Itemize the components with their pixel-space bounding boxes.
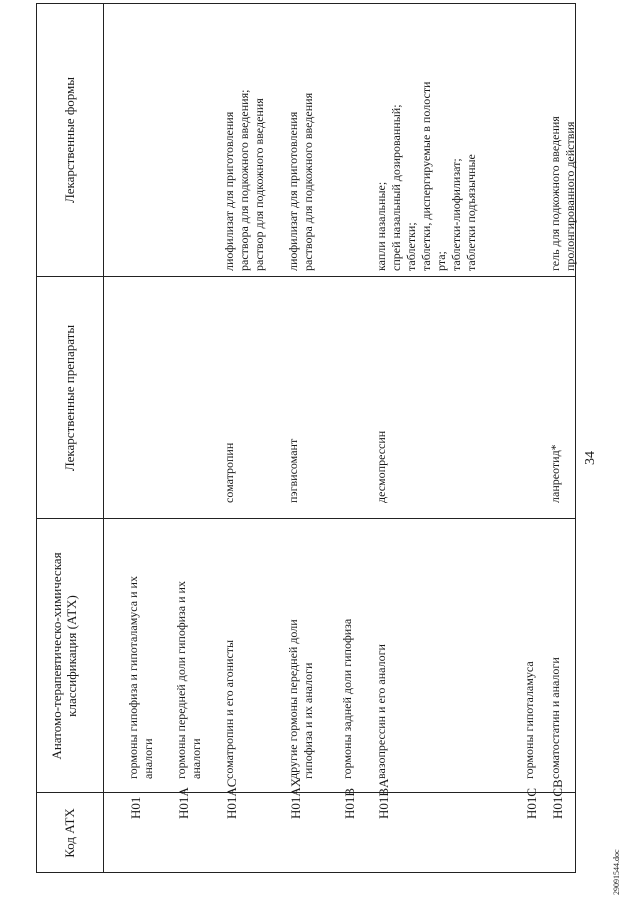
dosage-forms: лиофилизат для приготовления раствора для подкожного введения	[286, 92, 315, 271]
atc-classification: гормоны гипоталамуса	[522, 661, 536, 779]
atc-classification: гормоны задней доли гипофиза	[340, 618, 354, 779]
atc-code: H01A	[176, 787, 191, 819]
atc-classification: соматостатин и аналоги	[548, 657, 562, 779]
drug-name: пэгвисомант	[286, 438, 300, 503]
header-drugs: Лекарственные препараты	[62, 324, 77, 472]
table-left-border	[36, 872, 576, 873]
dosage-forms: лиофилизат для приготовления раствора для подкожного введения; раствор для подкожного введения	[222, 89, 266, 271]
atc-code: H01	[128, 796, 143, 819]
header-separator	[103, 3, 104, 873]
dosage-forms: гель для подкожного введения пролонгированного действия	[548, 116, 577, 271]
dosage-forms: капли назальные; спрей назальный дозированный; таблетки; таблетки, диспергируемые в полости рта; таблетки-лиофилизат; таблетки подъязычные	[374, 81, 478, 271]
atc-classification: другие гормоны передней доли гипофиза и их аналоги	[286, 619, 315, 779]
atc-classification: соматропин и его агонисты	[222, 639, 236, 779]
drug-name: ланреотид*	[548, 444, 562, 503]
atc-code: H01C	[524, 787, 539, 819]
atc-table	[36, 3, 576, 873]
atc-classification: вазопрессин и его аналоги	[374, 644, 388, 779]
atc-code: H01AX	[288, 777, 303, 819]
page-number: 34	[583, 451, 598, 465]
atc-classification: гормоны гипофиза и гипоталамуса и их аналоги	[126, 576, 155, 779]
header-atc: Анатомо-терапевтическо-химическая классификация (АТХ)	[49, 552, 79, 760]
header-forms: Лекарственные формы	[62, 76, 77, 204]
atc-code: H01AC	[224, 778, 239, 819]
atc-code: H01B	[342, 787, 357, 819]
column-divider	[36, 518, 576, 519]
column-divider	[36, 792, 576, 793]
footer-file-code: 29091544.doc	[612, 849, 621, 895]
table-right-border	[36, 3, 576, 4]
table-top-border	[36, 3, 37, 873]
atc-code: H01CB	[550, 779, 565, 819]
atc-code: H01BA	[376, 778, 391, 819]
drug-name: соматропин	[222, 442, 236, 503]
column-divider	[36, 276, 576, 277]
drug-name: десмопрессин	[374, 430, 388, 503]
header-code: Код АТХ	[62, 808, 77, 858]
atc-classification: гормоны передней доли гипофиза и их аналоги	[174, 581, 203, 779]
